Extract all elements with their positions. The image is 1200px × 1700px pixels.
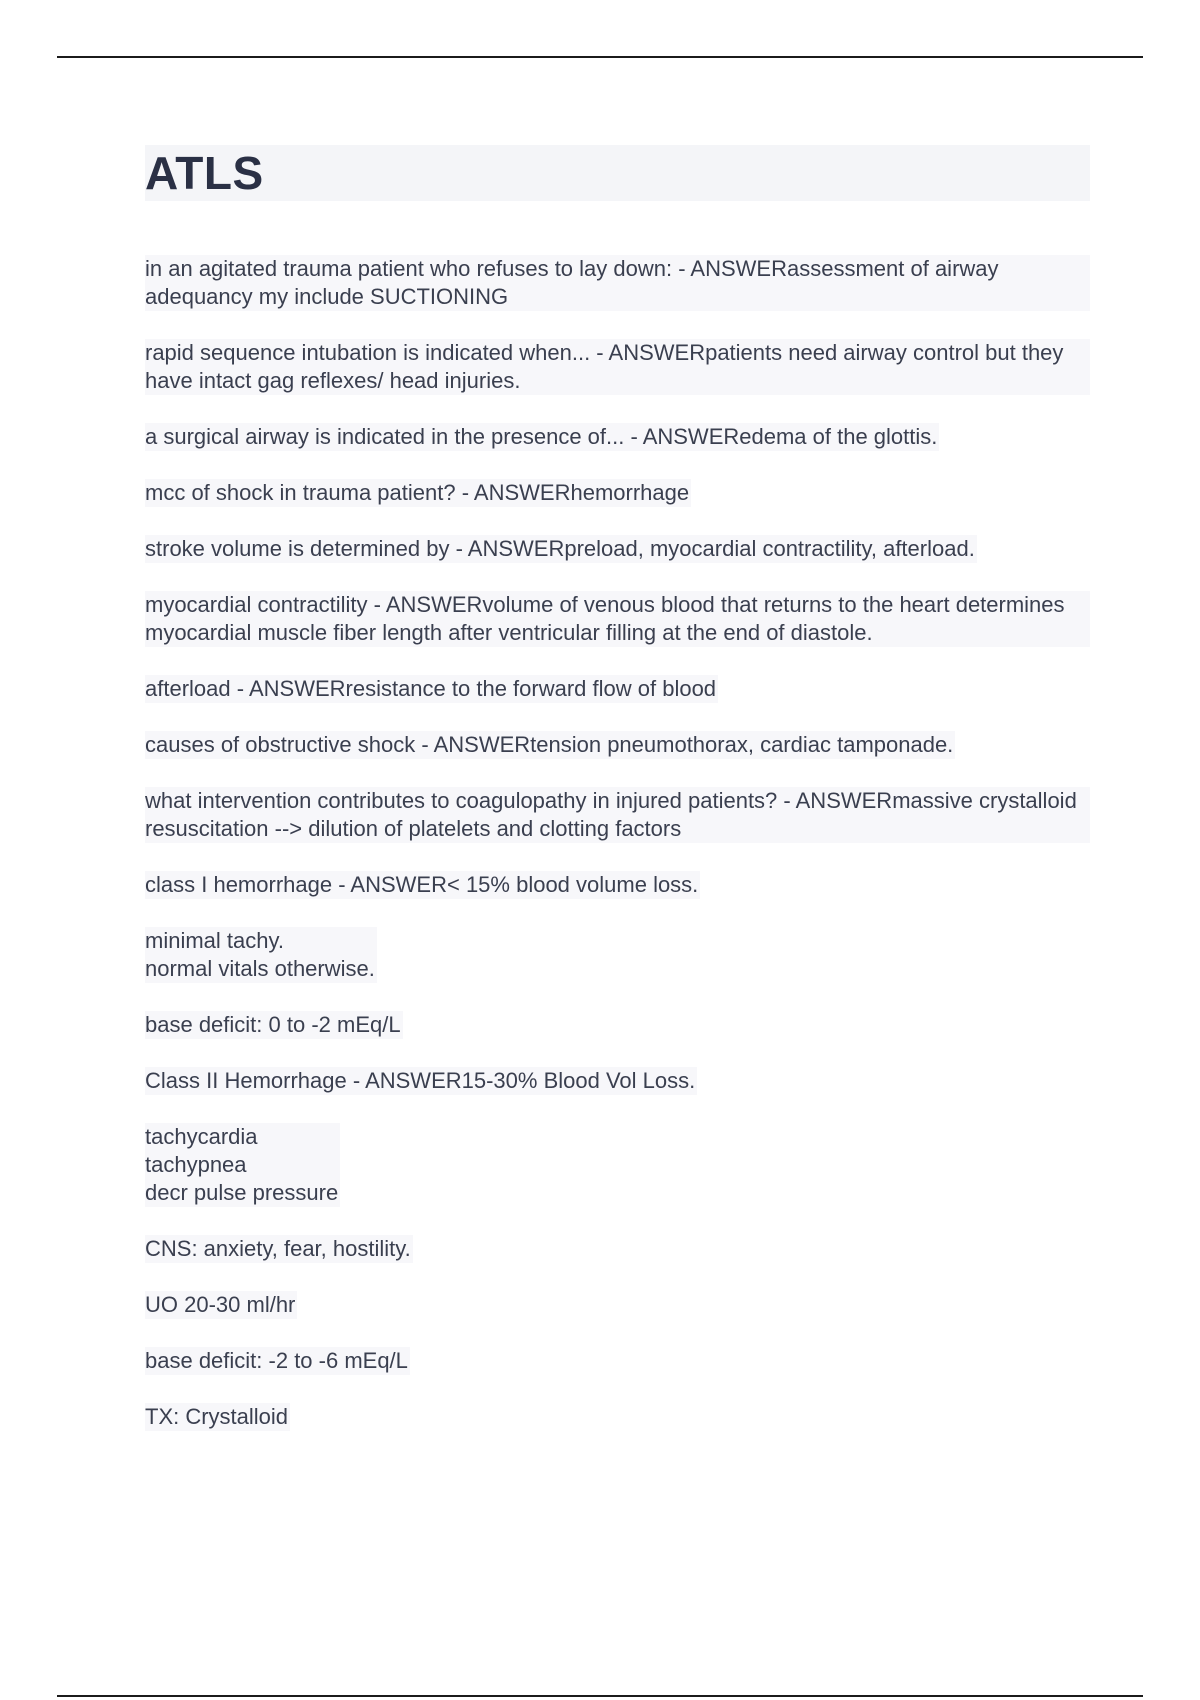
header-rule [57, 56, 1143, 58]
qa-paragraph: myocardial contractility - ANSWERvolume of venous blood that returns to the heart determines myocardial muscle fiber length after ventricular filling at the end of diastole. [145, 591, 1090, 647]
qa-paragraph: in an agitated trauma patient who refuses to lay down: - ANSWERassessment of airway adequancy my include SUCTIONING [145, 255, 1090, 311]
qa-paragraph: what intervention contributes to coagulopathy in injured patients? - ANSWERmassive crystalloid resuscitation --> dilution of platelets and clotting factors [145, 787, 1090, 843]
qa-paragraph: stroke volume is determined by - ANSWERpreload, myocardial contractility, afterload. [145, 536, 975, 561]
qa-paragraph: base deficit: 0 to -2 mEq/L [145, 1012, 401, 1037]
qa-paragraph: UO 20-30 ml/hr [145, 1292, 296, 1317]
qa-paragraph: TX: Crystalloid [145, 1404, 289, 1429]
qa-paragraph: CNS: anxiety, fear, hostility. [145, 1236, 411, 1261]
qa-paragraph: Class II Hemorrhage - ANSWER15-30% Blood Vol Loss. [145, 1068, 696, 1093]
qa-paragraph: a surgical airway is indicated in the presence of... - ANSWERedema of the glottis. [145, 424, 938, 449]
document-body [145, 145, 1090, 1459]
title-band [145, 145, 1090, 201]
qa-paragraph: causes of obstructive shock - ANSWERtension pneumothorax, cardiac tamponade. [145, 732, 954, 757]
qa-paragraph: class I hemorrhage - ANSWER< 15% blood volume loss. [145, 872, 699, 897]
document-title: ATLS [145, 147, 264, 199]
qa-paragraph: afterload - ANSWERresistance to the forward flow of blood [145, 676, 717, 701]
footer-rule [57, 1695, 1143, 1697]
qa-paragraph: base deficit: -2 to -6 mEq/L [145, 1348, 408, 1373]
qa-paragraph: minimal tachy. normal vitals otherwise. [145, 928, 375, 981]
qa-list [145, 255, 1090, 1431]
qa-paragraph: rapid sequence intubation is indicated when... - ANSWERpatients need airway control but they have intact gag reflexes/ head injuries. [145, 339, 1090, 395]
qa-paragraph: tachycardia tachypnea decr pulse pressure [145, 1124, 339, 1205]
qa-paragraph: mcc of shock in trauma patient? - ANSWERhemorrhage [145, 480, 690, 505]
